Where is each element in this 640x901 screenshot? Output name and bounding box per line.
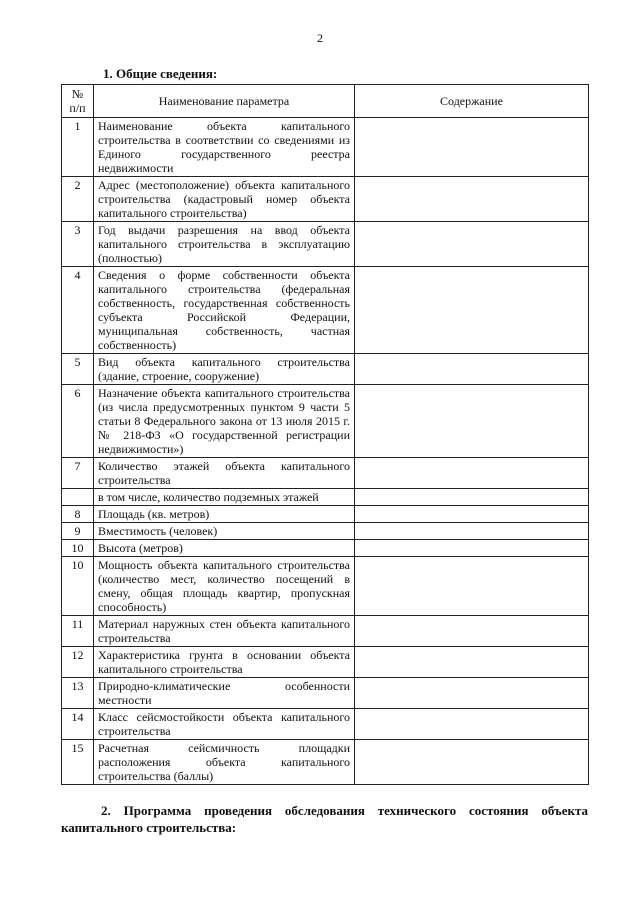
table-row xyxy=(62,118,589,177)
row-param: Количество этажей объекта капитального строительства xyxy=(94,458,355,489)
row-content[interactable] xyxy=(355,385,589,458)
row-content[interactable] xyxy=(355,523,589,540)
row-content[interactable] xyxy=(355,489,589,506)
table-row xyxy=(62,267,589,354)
row-param: Год выдачи разрешения на ввод объекта капитального строительства в эксплуатацию (полностью) xyxy=(94,222,355,267)
row-param: Характеристика грунта в основании объекта капитального строительства xyxy=(94,647,355,678)
row-param: Площадь (кв. метров) xyxy=(94,506,355,523)
general-info-table xyxy=(61,84,589,785)
table-row xyxy=(62,647,589,678)
row-num: 12 xyxy=(62,647,94,678)
table-row xyxy=(62,740,589,785)
row-content[interactable] xyxy=(355,267,589,354)
row-content[interactable] xyxy=(355,458,589,489)
table-row xyxy=(62,557,589,616)
section-2-title: 2. Программа проведения обследования технического состояния объекта капитального строительства: xyxy=(61,803,588,835)
table-row xyxy=(62,616,589,647)
table-row xyxy=(62,678,589,709)
row-param: Назначение объекта капитального строительства (из числа предусмотренных пунктом 9 части 5 статьи 8 Федерального закона от 13 июля 2015 г. № 218-ФЗ «О государственной регистрации недвижимости») xyxy=(94,385,355,458)
row-content[interactable] xyxy=(355,557,589,616)
row-param: Вместимость (человек) xyxy=(94,523,355,540)
row-num: 7 xyxy=(62,458,94,489)
row-num: 8 xyxy=(62,506,94,523)
table-row xyxy=(62,222,589,267)
page-number: 2 xyxy=(317,31,323,45)
row-content[interactable] xyxy=(355,647,589,678)
row-param: в том числе, количество подземных этажей xyxy=(94,489,355,506)
row-content[interactable] xyxy=(355,354,589,385)
table-body xyxy=(62,118,589,785)
table-row xyxy=(62,354,589,385)
row-param: Сведения о форме собственности объекта капитального строительства (федеральная собственность, государственная собственность субъекта Российской Федерации, муниципальная собственность, частная собственность) xyxy=(94,267,355,354)
table-row xyxy=(62,540,589,557)
row-param: Мощность объекта капитального строительства (количество мест, количество посещений в смену, общая площадь квартир, пропускная способность) xyxy=(94,557,355,616)
row-param: Наименование объекта капитального строительства в соответствии со сведениями из Единого государственного реестра недвижимости xyxy=(94,118,355,177)
row-content[interactable] xyxy=(355,222,589,267)
row-num: 9 xyxy=(62,523,94,540)
row-num: 10 xyxy=(62,540,94,557)
header-content: Содержание xyxy=(355,85,589,118)
row-num: 6 xyxy=(62,385,94,458)
row-param: Адрес (местоположение) объекта капитального строительства (кадастровый номер объекта капитального строительства) xyxy=(94,177,355,222)
row-num: 10 xyxy=(62,557,94,616)
row-num: 11 xyxy=(62,616,94,647)
row-num xyxy=(62,489,94,506)
row-num: 15 xyxy=(62,740,94,785)
row-num: 5 xyxy=(62,354,94,385)
row-num: 4 xyxy=(62,267,94,354)
header-num: № п/п xyxy=(62,85,94,118)
row-content[interactable] xyxy=(355,118,589,177)
row-num: 2 xyxy=(62,177,94,222)
header-param: Наименование параметра xyxy=(94,85,355,118)
table-header-row xyxy=(62,85,589,118)
row-content[interactable] xyxy=(355,540,589,557)
row-num: 3 xyxy=(62,222,94,267)
row-param: Материал наружных стен объекта капитального строительства xyxy=(94,616,355,647)
table-row xyxy=(62,523,589,540)
row-content[interactable] xyxy=(355,616,589,647)
row-content[interactable] xyxy=(355,678,589,709)
row-content[interactable] xyxy=(355,506,589,523)
row-param: Природно-климатические особенности местности xyxy=(94,678,355,709)
table-row xyxy=(62,458,589,489)
row-content[interactable] xyxy=(355,740,589,785)
table-row xyxy=(62,489,589,506)
row-content[interactable] xyxy=(355,177,589,222)
row-num: 13 xyxy=(62,678,94,709)
row-content[interactable] xyxy=(355,709,589,740)
row-param: Высота (метров) xyxy=(94,540,355,557)
table-row xyxy=(62,506,589,523)
table-row xyxy=(62,709,589,740)
row-param: Расчетная сейсмичность площадки расположения объекта капитального строительства (баллы) xyxy=(94,740,355,785)
section-1-title: 1. Общие сведения: xyxy=(103,66,218,81)
row-param: Вид объекта капитального строительства (здание, строение, сооружение) xyxy=(94,354,355,385)
table-row xyxy=(62,385,589,458)
table-row xyxy=(62,177,589,222)
row-param: Класс сейсмостойкости объекта капитального строительства xyxy=(94,709,355,740)
row-num: 1 xyxy=(62,118,94,177)
row-num: 14 xyxy=(62,709,94,740)
